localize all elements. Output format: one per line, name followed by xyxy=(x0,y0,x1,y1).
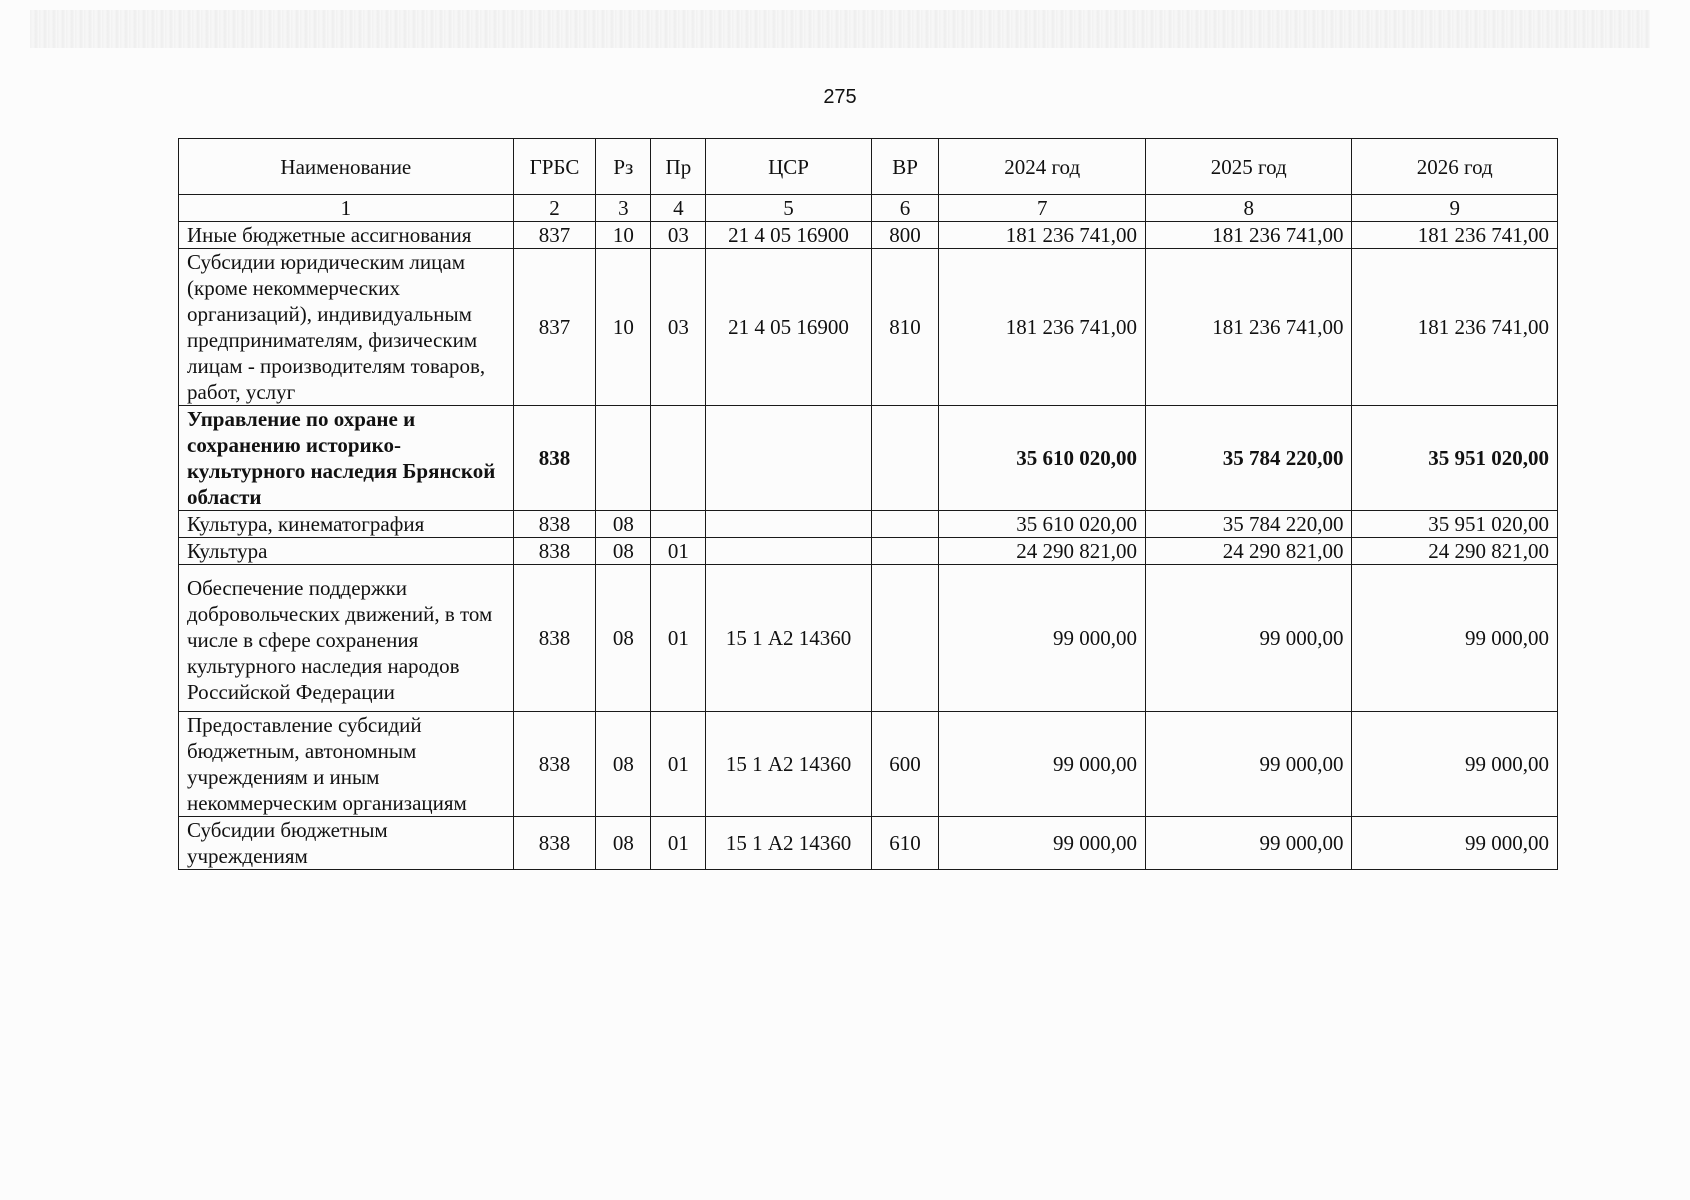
row-2024: 99 000,00 xyxy=(939,565,1146,712)
row-name: Управление по охране и сохранению историко-культурного наследия Брянской области xyxy=(179,406,514,511)
row-vr xyxy=(871,511,939,538)
row-vr xyxy=(871,406,939,511)
row-pr: 01 xyxy=(651,538,706,565)
table-row xyxy=(179,222,1558,249)
row-pr xyxy=(651,406,706,511)
row-2025: 99 000,00 xyxy=(1145,565,1352,712)
row-grbs: 838 xyxy=(513,538,596,565)
column-number: 8 xyxy=(1145,195,1352,222)
row-2024: 24 290 821,00 xyxy=(939,538,1146,565)
row-rz: 08 xyxy=(596,565,651,712)
row-2026: 181 236 741,00 xyxy=(1352,249,1558,406)
column-number-row xyxy=(179,195,1558,222)
row-2026: 99 000,00 xyxy=(1352,712,1558,817)
row-vr xyxy=(871,538,939,565)
row-csr xyxy=(706,538,871,565)
table-row xyxy=(179,712,1558,817)
row-pr: 01 xyxy=(651,817,706,870)
row-2025: 181 236 741,00 xyxy=(1145,222,1352,249)
row-vr: 800 xyxy=(871,222,939,249)
table-row xyxy=(179,511,1558,538)
page-number: 275 xyxy=(823,86,857,108)
row-2026: 99 000,00 xyxy=(1352,817,1558,870)
row-vr: 810 xyxy=(871,249,939,406)
row-2025: 24 290 821,00 xyxy=(1145,538,1352,565)
column-number: 2 xyxy=(513,195,596,222)
row-name: Субсидии бюджетным учреждениям xyxy=(179,817,514,870)
row-csr xyxy=(706,406,871,511)
row-rz: 10 xyxy=(596,222,651,249)
row-vr: 610 xyxy=(871,817,939,870)
row-2025: 99 000,00 xyxy=(1145,712,1352,817)
column-number: 5 xyxy=(706,195,871,222)
row-rz xyxy=(596,406,651,511)
row-2025: 99 000,00 xyxy=(1145,817,1352,870)
row-grbs: 838 xyxy=(513,712,596,817)
row-vr xyxy=(871,565,939,712)
table-row xyxy=(179,406,1558,511)
row-2025: 181 236 741,00 xyxy=(1145,249,1352,406)
column-number: 7 xyxy=(939,195,1146,222)
header-2025: 2025 год xyxy=(1145,139,1352,195)
budget-table xyxy=(178,138,1558,870)
row-csr: 15 1 А2 14360 xyxy=(706,565,871,712)
row-grbs: 837 xyxy=(513,222,596,249)
table-row xyxy=(179,817,1558,870)
row-2026: 99 000,00 xyxy=(1352,565,1558,712)
row-grbs: 838 xyxy=(513,511,596,538)
row-csr: 21 4 05 16900 xyxy=(706,249,871,406)
row-2026: 24 290 821,00 xyxy=(1352,538,1558,565)
row-rz: 10 xyxy=(596,249,651,406)
row-csr: 21 4 05 16900 xyxy=(706,222,871,249)
row-2024: 35 610 020,00 xyxy=(939,511,1146,538)
row-csr xyxy=(706,511,871,538)
table-row xyxy=(179,249,1558,406)
column-number: 9 xyxy=(1352,195,1558,222)
row-rz: 08 xyxy=(596,538,651,565)
table-row xyxy=(179,538,1558,565)
row-pr: 03 xyxy=(651,249,706,406)
row-2025: 35 784 220,00 xyxy=(1145,406,1352,511)
header-csr: ЦСР xyxy=(706,139,871,195)
row-2024: 99 000,00 xyxy=(939,712,1146,817)
header-vr: ВР xyxy=(871,139,939,195)
row-pr xyxy=(651,511,706,538)
row-2024: 181 236 741,00 xyxy=(939,222,1146,249)
row-rz: 08 xyxy=(596,712,651,817)
row-vr: 600 xyxy=(871,712,939,817)
header-row xyxy=(179,139,1558,195)
row-rz: 08 xyxy=(596,511,651,538)
column-number: 3 xyxy=(596,195,651,222)
row-name: Культура xyxy=(179,538,514,565)
row-csr: 15 1 А2 14360 xyxy=(706,712,871,817)
column-number: 1 xyxy=(179,195,514,222)
row-2024: 99 000,00 xyxy=(939,817,1146,870)
row-pr: 03 xyxy=(651,222,706,249)
row-pr: 01 xyxy=(651,712,706,817)
scan-noise-strip xyxy=(30,10,1650,48)
header-grbs: ГРБС xyxy=(513,139,596,195)
row-grbs: 837 xyxy=(513,249,596,406)
row-name: Предоставление субсидий бюджетным, автономным учреждениям и иным некоммерческим организациям xyxy=(179,712,514,817)
row-2026: 181 236 741,00 xyxy=(1352,222,1558,249)
row-csr: 15 1 А2 14360 xyxy=(706,817,871,870)
column-number: 4 xyxy=(651,195,706,222)
row-2024: 181 236 741,00 xyxy=(939,249,1146,406)
row-pr: 01 xyxy=(651,565,706,712)
table-row xyxy=(179,565,1558,712)
column-number: 6 xyxy=(871,195,939,222)
row-grbs: 838 xyxy=(513,565,596,712)
row-2026: 35 951 020,00 xyxy=(1352,406,1558,511)
row-grbs: 838 xyxy=(513,817,596,870)
row-name: Культура, кинематография xyxy=(179,511,514,538)
row-2025: 35 784 220,00 xyxy=(1145,511,1352,538)
row-2026: 35 951 020,00 xyxy=(1352,511,1558,538)
row-2024: 35 610 020,00 xyxy=(939,406,1146,511)
header-2026: 2026 год xyxy=(1352,139,1558,195)
header-2024: 2024 год xyxy=(939,139,1146,195)
row-grbs: 838 xyxy=(513,406,596,511)
header-rz: Рз xyxy=(596,139,651,195)
row-name: Иные бюджетные ассигнования xyxy=(179,222,514,249)
header-pr: Пр xyxy=(651,139,706,195)
row-rz: 08 xyxy=(596,817,651,870)
row-name: Субсидии юридическим лицам (кроме некоммерческих организаций), индивидуальным предпринимателям, физическим лицам - производителям товаров, работ, услуг xyxy=(179,249,514,406)
row-name: Обеспечение поддержки добровольческих движений, в том числе в сфере сохранения культурного наследия народов Российской Федерации xyxy=(179,565,514,712)
header-name: Наименование xyxy=(179,139,514,195)
